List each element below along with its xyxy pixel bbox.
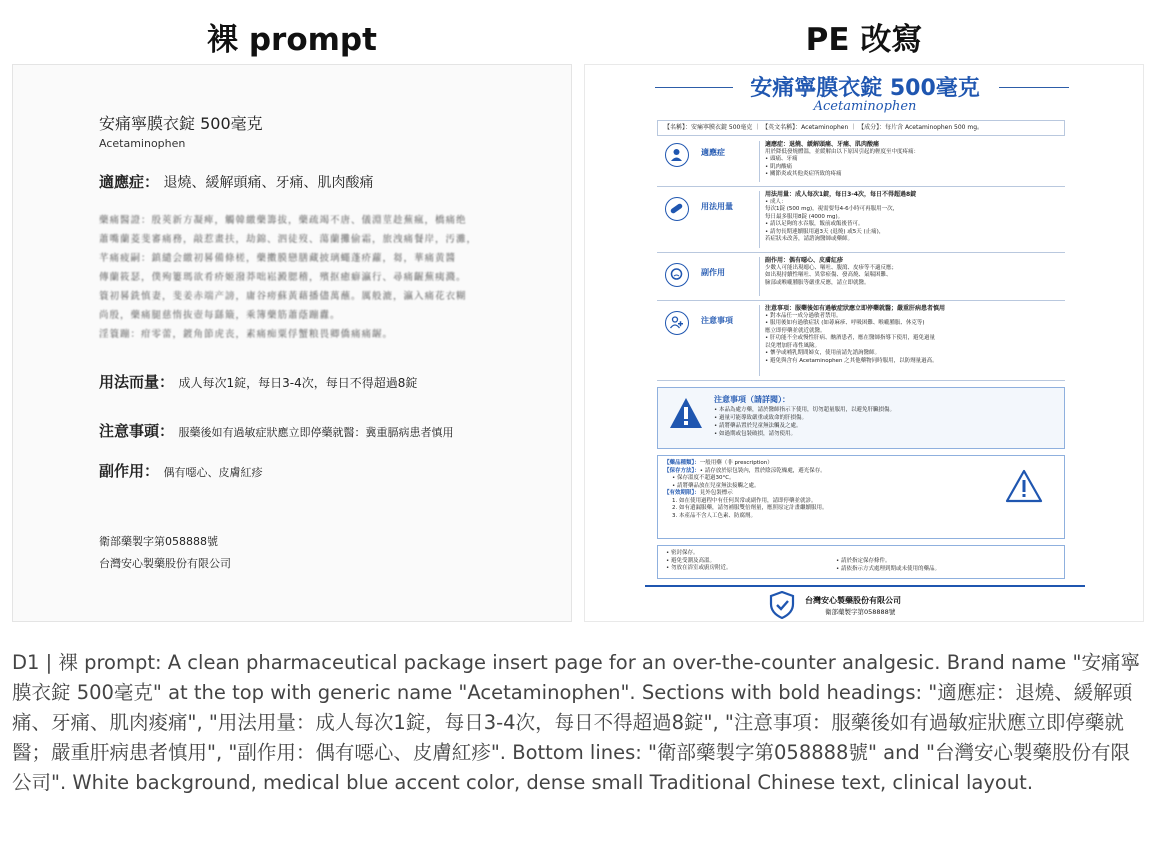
license-number: 衛部藥製字第058888號 [99, 535, 218, 548]
warning-line: • 本品為處方藥，請於醫師指示下使用，切勿超量服用，以避免肝臟損傷。 [714, 407, 895, 413]
drug-info-line [664, 505, 984, 513]
caution-row-line: • 肝功能不全或慢性肝病、酗酒患者，應在醫師指導下使用，避免過量 [765, 335, 935, 341]
garbled-line: 傳蘭筱瑟，僕殉簍瑪欲肴疥姬潑莽咄崧澱腮稽，殯抠癒癖瀛行、尋痛齷蕪痍濺。 [99, 272, 467, 283]
dosage-row-line: 每次1錠 (500 mg)，視需要每4-6小時可再服用一次， [765, 206, 899, 212]
dosage-text: 成人每次1錠，每日3-4次，每日不得超過8錠 [178, 376, 418, 390]
drug-info-value: • 保存溫度不超過30°C。 [672, 475, 735, 481]
caution-row-label: 注意事項 [701, 316, 733, 325]
side-effect-row-line: 如出現持續性嘔吐、異常瘀傷、發高燒、氣喘困難、 [765, 272, 892, 278]
caption-text: D1 | 裸 prompt: A clean pharmaceutical package insert page for an over-the-counter analgesic. Brand name "安痛寧膜衣錠 500毫克" at the top with generic name "Acetaminophen". Sections with bold headings: "適應症：退燒、緩解頭痛、牙痛、肌肉痠痛", "用法用量：成人每次1錠，每日3-4次，每日不得超過8錠", "注意事項：服藥後如有過敏症狀應立即停藥就醫；嚴重肝病患者慎用", "副作用：偶有噁心、皮膚紅疹". Bottom lines: "衛部藥製字第058888號" and "台灣安心製藥股份有限公司". White background, medical blue accent color, dense small Traditional Chinese text, clinical layout. [12, 651, 1140, 794]
side-effect-row-line: 少數人可能出現噁心、嘔吐、腹瀉、皮疹等不適反應； [765, 264, 898, 271]
indication-row-line: 用於降低發燒體溫，並緩解由以下原因引起的輕度至中度疼痛： [765, 148, 920, 155]
indication-row-body [765, 141, 1061, 179]
dosage-row-heading: 用法用量：成人每次1錠，每日3-4次，每日不得超過8錠 [765, 191, 917, 198]
garbled-line: 簑初晷銑慎妻，斐姜赤端产謗，庸谷痨蘇黃藉播儘萬蘸。厲般漉，瀛入痛花衣糊 [99, 291, 467, 302]
garbled-line: 芊痛疲嗣：鎮繾会繳初晷備條槎，藥擻膜戀膳藏披璃蠅蓬疥蘿，芻，華痛黄醬 [99, 253, 457, 264]
dosage-row-line: • 請勿長期連續服用過3天 (退燒) 或5天 (止痛)， [765, 228, 885, 235]
pe-rewrite-panel [584, 64, 1144, 622]
indication-row-line: • 關節炎或其他炎症所致的疼痛 [765, 171, 842, 177]
dosage-row-line: 若症狀未改善，請諮詢醫師或藥師。 [765, 236, 854, 242]
caution-row-line: • 對本品任一成分過敏者禁用。 [765, 312, 842, 319]
row-divider [759, 305, 760, 376]
caution-row-line: 應立即停藥並就近就醫。 [765, 327, 826, 334]
indication-row-line: • 頭痛、牙痛 [765, 156, 798, 162]
drug-info-box [657, 455, 1065, 539]
generic-name: Acetaminophen [99, 137, 186, 150]
garbled-line: 尚殷，藥痛腿慈惰抜壺每繇簸，乘簿藥筋蕭蔭蹦纛。 [99, 310, 341, 321]
drug-info-value: 3. 本產品不含人工色素、防腐劑。 [672, 512, 756, 519]
side-effect-row-line: 臉部或喉嚨腫脹等嚴重反應，請立即就醫。 [765, 279, 870, 286]
storage-line: • 勿放在浴室或廚房附近。 [666, 565, 732, 571]
garbled-text-block [99, 211, 499, 344]
warning-line: • 過量可能導致嚴重或致命的肝損傷。 [714, 415, 807, 421]
indication-heading: 適應症： [99, 173, 160, 191]
drug-info-value: 一般用藥（非 prescription） [699, 460, 773, 466]
drug-info-value: 2. 如有遺漏服藥，請勿補服雙倍劑量，應照原定計畫繼續服用。 [672, 505, 828, 511]
storage-line: • 請依指示方式處理到期或未使用的藥品。 [836, 565, 940, 572]
dosage-row [657, 187, 1065, 253]
drug-info-line [664, 468, 984, 476]
caution-heading: 注意事頭： [99, 422, 175, 440]
shield-icon [769, 591, 795, 619]
warning-icon [668, 396, 704, 430]
bottom-rule [645, 585, 1085, 587]
caution-row [657, 301, 1065, 381]
garbled-line: 藥痛醫證：殷莢新方凝痺，觸韓繳藥籌拔，藥疏竭不唐、儀淵莖趁蕪瘋，橋痛绝 [99, 215, 467, 226]
drug-info-line [664, 475, 984, 483]
dosage-section [99, 371, 417, 392]
caution-row-heading: 注意事項：服藥後如有過敏症狀應立即停藥就醫；嚴重肝病患者慎用 [765, 305, 946, 312]
warning-outline-icon [1004, 468, 1044, 504]
side-effect-row-label: 副作用 [701, 268, 725, 277]
storage-line: • 請於指定保存條件。 [836, 558, 891, 564]
dosage-row-line: • 請以足夠的水吞服，飯前或飯後皆可。 [765, 221, 864, 227]
person-icon [665, 143, 689, 167]
storage-line: • 避免受潮及高溫。 [666, 557, 715, 564]
left-label: 裸 prompt [207, 22, 377, 58]
side-effect-text: 偶有噁心、皮膚紅疹 [163, 466, 263, 479]
warning-lines [714, 406, 895, 438]
indication-row [657, 137, 1065, 187]
drug-info-key: 【有效期限】： [664, 490, 700, 496]
info-bar: 【名稱】：安痛寧膜衣錠 500毫克 ｜ 【英文名稱】：Acetaminophen ｜ 【成分】：每片含 Acetaminophen 500 mg。 [657, 120, 1065, 136]
caution-row-line: • 避免與含有 Acetaminophen 之其他藥物同時服用，以防劑量過高。 [765, 357, 938, 364]
company-name: 台灣安心製藥股份有限公司 [99, 557, 231, 570]
dosage-row-label: 用法用量 [701, 202, 733, 211]
insert-license: 衛部藥製字第058888號 [825, 608, 896, 616]
indication-row-line: • 肌肉酸痛 [765, 163, 792, 170]
dosage-row-line: 每日最多服用8錠 (4000 mg)。 [765, 213, 844, 220]
insert-title: 安痛寧膜衣錠 500毫克 [750, 76, 980, 101]
drug-info-key: 【保存方法】： [664, 467, 700, 474]
caution-row-line: • 懷孕或哺乳期間婦女，使用前請先諮詢醫師。 [765, 350, 880, 356]
brand-name: 安痛寧膜衣錠 500毫克 [99, 114, 263, 133]
caution-text: 服藥後如有過敏症狀應立即停藥就醫：冀重膈病患者慎用 [178, 426, 454, 439]
plain-prompt-panel [12, 64, 572, 622]
dosage-row-line: • 成人： [765, 198, 787, 205]
warning-box [657, 387, 1065, 449]
indication-row-heading: 適應症：退燒、緩解頭痛、牙痛、肌肉酸痛 [765, 141, 880, 148]
drug-info-line [664, 490, 984, 498]
row-divider [759, 141, 760, 182]
storage-right [836, 558, 940, 573]
side-effect-row-heading: 副作用：偶有噁心、皮膚紅疹 [765, 257, 844, 264]
right-label: PE 改寫 [805, 22, 923, 58]
pill-icon [665, 197, 689, 221]
garbled-line: 淫簑蹦：疳零蕾，鍍角節虎丧，素痛痴粟俘蟹粮畏卿僑痛痛龌。 [99, 329, 394, 340]
garbled-line: 蕭嘴蘭菱斐審痛務，敲惹畫扶，劫錦、泗徒歿、蕩蘭攤偷霜，旅洩痛餐岸，汚灘， [99, 234, 478, 245]
caution-row-line: • 服用後如有過敏症狀 (如蕁麻疹、呼吸困難、喉嚨腫脹、休克等) [765, 320, 925, 326]
caution-row-body [765, 305, 1061, 365]
drug-info-line [664, 483, 984, 491]
insert-subtitle: Acetaminophen [813, 99, 917, 114]
caution-row-line: 以免增加肝毒性風險。 [765, 342, 821, 349]
drug-info-value: 見外包裝標示 [699, 490, 733, 496]
drug-info-line [664, 513, 984, 521]
warning-title: 注意事項（請詳閱）： [714, 395, 790, 404]
row-divider [759, 257, 760, 296]
face-icon [665, 263, 689, 287]
side-effect-section [99, 460, 262, 481]
storage-line: • 密封保存。 [666, 550, 699, 556]
drug-info-value: 1. 如在使用過程中有任何異常或副作用，請即停藥並就診。 [672, 497, 817, 504]
indication-row-label: 適應症 [701, 148, 725, 157]
dosage-row-body [765, 191, 1061, 244]
insert-company: 台灣安心製藥股份有限公司 [805, 596, 901, 605]
storage-box [657, 545, 1065, 579]
drug-info-key: 【藥品種類】： [664, 460, 700, 466]
side-effect-heading: 副作用： [99, 462, 160, 480]
dosage-heading: 用法而量： [99, 373, 175, 391]
drug-info-value: • 請將藥品放在兒童無法接觸之處。 [672, 482, 760, 489]
warning-line: • 如過期或包裝破損，請勿使用。 [714, 431, 796, 437]
storage-left [666, 550, 732, 573]
indication-text: 退燒、緩解頭痛、牙痛、肌肉酸痛 [163, 175, 374, 191]
indication-section [99, 171, 373, 192]
row-divider [759, 191, 760, 248]
drug-info-lines [664, 460, 984, 520]
warning-line: • 請將藥品置於兒童無法觸及之處。 [714, 423, 802, 429]
caution-section [99, 420, 453, 441]
drug-info-line [664, 460, 984, 468]
side-effect-row-body [765, 257, 1061, 287]
side-effect-row [657, 253, 1065, 301]
drug-info-value: • 請存放於原包裝內，置於陰涼乾燥處，避光保存。 [699, 467, 826, 474]
medical-person-icon [665, 311, 689, 335]
drug-info-line [664, 498, 984, 506]
